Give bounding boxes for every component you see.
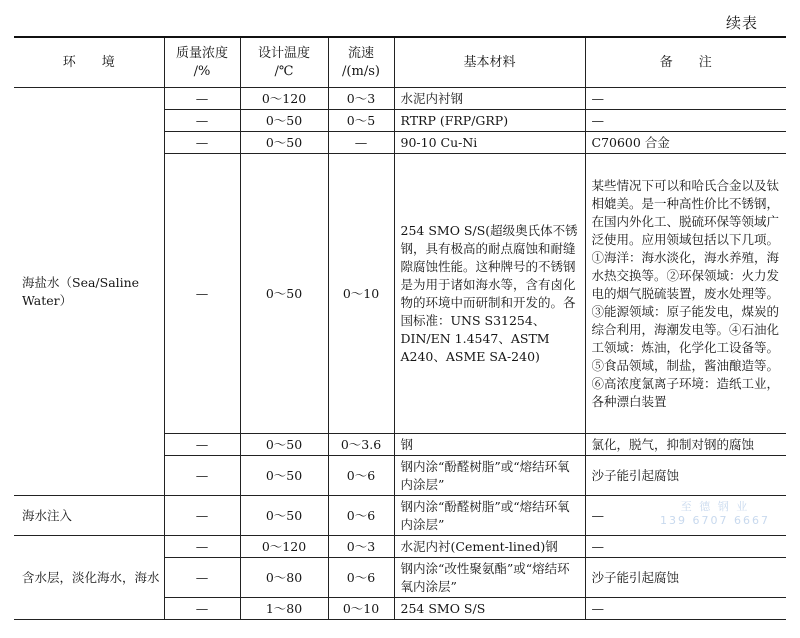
material-cell: 钢内涂“酚醛树脂”或“熔结环氧内涂层” [394,456,585,496]
concentration-cell: — [164,456,240,496]
material-cell: 水泥内衬钢 [394,88,585,110]
remark-cell: — [585,88,786,110]
material-cell: 钢 [394,434,585,456]
remark-cell: — [585,110,786,132]
table-continued-caption: 续表 [725,14,758,32]
temperature-cell: 0～50 [240,132,328,154]
watermark [660,500,770,528]
concentration-cell: — [164,558,240,598]
header-velocity: 流速 /(m/s) [328,37,394,88]
temperature-cell: 0～50 [240,154,328,434]
velocity-cell: 0～10 [328,154,394,434]
environment-cell: 海水注入 [14,496,164,536]
velocity-cell: 0～3 [328,88,394,110]
remark-cell: 沙子能引起腐蚀 [585,558,786,598]
materials-table [14,36,786,620]
velocity-cell: — [328,132,394,154]
material-cell: 水泥内衬(Cement-lined)钢 [394,536,585,558]
temperature-cell: 0～120 [240,88,328,110]
remark-cell: — [585,536,786,558]
temperature-cell: 0～120 [240,536,328,558]
header-temperature: 设计温度 /℃ [240,37,328,88]
remark-cell: 氯化，脱气，抑制对钢的腐蚀 [585,434,786,456]
environment-cell: 含水层，淡化海水，海水 [14,536,164,620]
temperature-cell: 0～50 [240,434,328,456]
velocity-cell: 0～10 [328,598,394,620]
watermark-phone: 139 6707 6667 [660,514,770,527]
material-cell: 钢内涂“改性聚氨酯”或“熔结环氧内涂层” [394,558,585,598]
header-row [14,37,786,88]
header-environment: 环 境 [14,37,164,88]
table-row [14,536,786,558]
velocity-cell: 0～3.6 [328,434,394,456]
material-cell: 254 SMO S/S [394,598,585,620]
temperature-cell: 0～80 [240,558,328,598]
velocity-cell: 0～3 [328,536,394,558]
material-cell: 90-10 Cu-Ni [394,132,585,154]
velocity-cell: 0～6 [328,558,394,598]
concentration-cell: — [164,88,240,110]
temperature-cell: 1～80 [240,598,328,620]
temperature-cell: 0～50 [240,496,328,536]
header-material: 基本材料 [394,37,585,88]
remark-cell: C70600 合金 [585,132,786,154]
remark-cell: — [585,598,786,620]
concentration-cell: — [164,536,240,558]
concentration-cell: — [164,110,240,132]
header-concentration: 质量浓度 /% [164,37,240,88]
concentration-cell: — [164,154,240,434]
table-row [14,88,786,110]
concentration-cell: — [164,496,240,536]
concentration-cell: — [164,598,240,620]
remark-cell: 沙子能引起腐蚀 [585,456,786,496]
concentration-cell: — [164,132,240,154]
temperature-cell: 0～50 [240,456,328,496]
material-cell: 钢内涂“酚醛树脂”或“熔结环氧内涂层” [394,496,585,536]
remark-cell: 某些情况下可以和哈氏合金以及钛相媲美。是一种高性价比不锈钢，在国内外化工、脱硫环保等领域广泛使用。应用领域包括以下几项。 ①海洋：海水淡化，海水养殖，海水热交换等。②环保领域：火力发电的烟气脱硫装置，废水处理等。③能源领域：原子能发电，煤炭的综合利用，海潮发电等。④石油化工领域：炼油，化学化工设备等。⑤食品领域，制盐，酱油酿造等。⑥高浓度氯离子环境：造纸工业，各种漂白装置 [585,154,786,434]
watermark-company: 至 德 钢 业 [680,500,750,513]
remark-cell: — [585,496,786,536]
velocity-cell: 0～6 [328,456,394,496]
temperature-cell: 0～50 [240,110,328,132]
material-cell: 254 SMO S/S(超级奥氏体不锈钢，具有极高的耐点腐蚀和耐缝隙腐蚀性能。这种牌号的不锈钢是为用于诸如海水等，含有卤化物的环境中而研制和开发的。各国标准：UNS S31254、DIN/EN 1.4547、ASTM A240、ASME SA-240) [394,154,585,434]
header-remark: 备 注 [585,37,786,88]
concentration-cell: — [164,434,240,456]
material-cell: RTRP (FRP/GRP) [394,110,585,132]
velocity-cell: 0～5 [328,110,394,132]
environment-cell: 海盐水（Sea/Saline Water） [14,88,164,496]
velocity-cell: 0～6 [328,496,394,536]
